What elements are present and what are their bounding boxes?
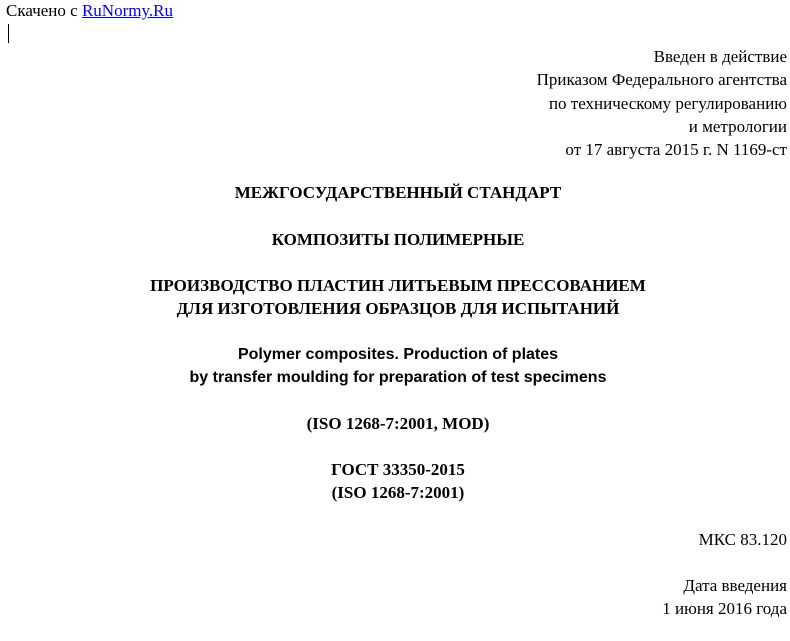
intro-line-2: Приказом Федерального агентства bbox=[536, 70, 787, 90]
english-title bbox=[0, 343, 790, 389]
intro-line-3: по техническому регулированию bbox=[548, 93, 787, 113]
text-caret bbox=[8, 24, 9, 43]
introduction-block bbox=[387, 45, 787, 161]
title-line-2: ДЛЯ ИЗГОТОВЛЕНИЯ ОБРАЗЦОВ ДЛЯ ИСПЫТАНИЙ bbox=[176, 299, 620, 318]
english-title-line-2: by transfer moulding for preparation of test specimens bbox=[189, 369, 607, 386]
standard-type-heading: МЕЖГОСУДАРСТВЕННЫЙ СТАНДАРТ bbox=[234, 183, 562, 202]
runormy-link[interactable]: RuNormy.Ru bbox=[81, 1, 173, 20]
source-line bbox=[6, 1, 173, 21]
subject-heading: КОМПОЗИТЫ ПОЛИМЕРНЫЕ bbox=[271, 230, 525, 249]
title-heading bbox=[0, 274, 790, 320]
english-title-line-1: Polymer composites. Production of plates bbox=[237, 346, 559, 363]
source-prefix: Скачено с bbox=[6, 1, 82, 20]
gost-block bbox=[0, 458, 790, 504]
intro-date-label: Дата введения bbox=[683, 576, 787, 595]
intro-line-5: от 17 августа 2015 г. N 1169-ст bbox=[565, 140, 787, 160]
gost-number: ГОСТ 33350-2015 bbox=[331, 460, 465, 479]
title-line-1: ПРОИЗВОДСТВО ПЛАСТИН ЛИТЬЕВЫМ ПРЕССОВАНИЕМ bbox=[150, 276, 646, 295]
intro-line-1: Введен в действие bbox=[653, 47, 787, 66]
gost-iso: (ISO 1268-7:2001) bbox=[331, 483, 465, 502]
iso-reference: (ISO 1268-7:2001, MOD) bbox=[306, 414, 490, 433]
mks-code: МКС 83.120 bbox=[698, 530, 787, 549]
intro-line-4: и метрологии bbox=[688, 116, 787, 136]
intro-date-value: 1 июня 2016 года bbox=[662, 599, 787, 618]
